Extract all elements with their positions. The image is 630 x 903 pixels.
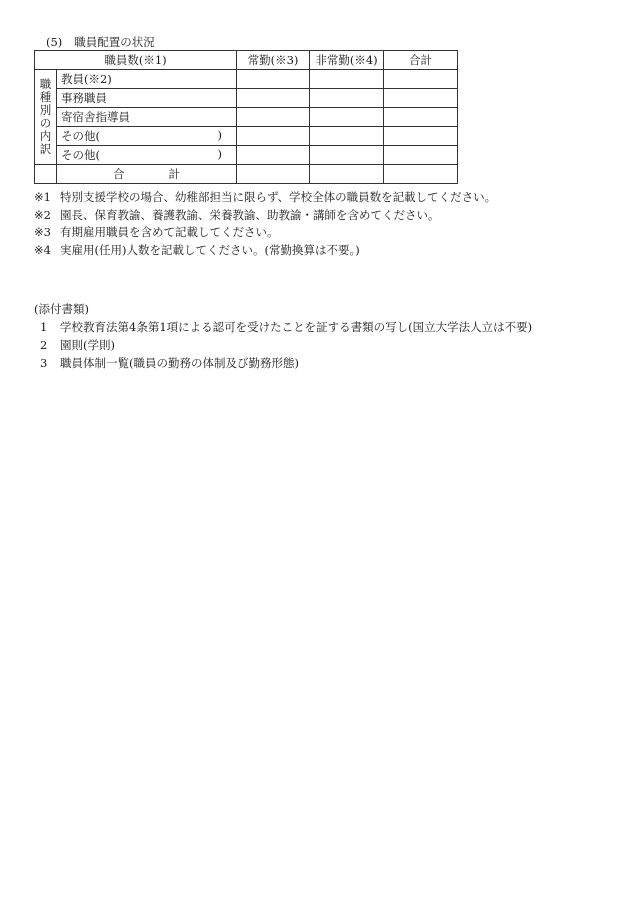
list-item: 2 園則(学則) <box>40 338 115 352</box>
cell-full-time[interactable] <box>237 108 310 127</box>
vertical-category-label: 職 種 別 の 内 訳 <box>35 70 57 165</box>
cell-part-time[interactable] <box>310 146 384 165</box>
section-title <box>46 34 155 50</box>
cell-full-time[interactable] <box>237 127 310 146</box>
note-item: ※2 園長、保育教諭、養護教諭、栄養教諭、助教諭・講師を含めてください。 <box>34 207 440 222</box>
cell-part-time[interactable] <box>310 70 384 89</box>
section-number: (5) <box>46 35 63 49</box>
list-item: 3 職員体制一覧(職員の勤務の体制及び勤務形態) <box>40 356 299 370</box>
cell-full-time-total[interactable] <box>237 165 310 184</box>
section-heading: 職員配置の状況 <box>74 35 155 49</box>
header-staff-count: 職員数(※1) <box>35 51 237 70</box>
table-total-row <box>35 165 458 184</box>
total-row-spacer <box>35 165 57 184</box>
cell-part-time[interactable] <box>310 108 384 127</box>
row-label-dormitory-instructor: 寄宿舎指導員 <box>57 108 237 127</box>
cell-total[interactable] <box>384 70 458 89</box>
row-label-other-1[interactable]: その他( ) <box>57 127 237 146</box>
cell-part-time[interactable] <box>310 89 384 108</box>
table-header-row <box>35 51 458 70</box>
notes <box>34 189 496 259</box>
attachments-list <box>40 318 532 372</box>
cell-total[interactable] <box>384 108 458 127</box>
attachments-title: (添付書類) <box>34 302 89 316</box>
header-part-time: 非常勤(※4) <box>310 51 384 70</box>
total-row-label: 合 計 <box>57 165 237 184</box>
note-item: ※3 有期雇用職員を含めて記載してください。 <box>34 225 279 239</box>
header-total: 合計 <box>384 51 458 70</box>
cell-grand-total[interactable] <box>384 165 458 184</box>
cell-total[interactable] <box>384 89 458 108</box>
note-item: ※4 実雇用(任用)人数を記載してください。(常勤換算は不要。) <box>34 242 360 257</box>
cell-total[interactable] <box>384 127 458 146</box>
cell-full-time[interactable] <box>237 89 310 108</box>
staff-table <box>34 50 458 184</box>
table-row <box>35 108 458 127</box>
cell-total[interactable] <box>384 146 458 165</box>
note-item: ※1 特別支援学校の場合、幼稚部担当に限らず、学校全体の職員数を記載してください。 <box>34 190 497 204</box>
header-full-time: 常勤(※3) <box>237 51 310 70</box>
table-row <box>35 146 458 165</box>
table-row <box>35 70 458 89</box>
cell-part-time[interactable] <box>310 127 384 146</box>
table-row <box>35 89 458 108</box>
list-item: 1 学校教育法第4条第1項による認可を受けたことを証する書類の写し(国立大学法人立は不要) <box>40 320 533 334</box>
cell-part-time-total[interactable] <box>310 165 384 184</box>
table-row <box>35 127 458 146</box>
cell-full-time[interactable] <box>237 70 310 89</box>
row-label-other-2[interactable]: その他( ) <box>57 146 237 165</box>
row-label-office-staff: 事務職員 <box>57 89 237 108</box>
cell-full-time[interactable] <box>237 146 310 165</box>
row-label-teachers: 教員(※2) <box>57 70 237 89</box>
